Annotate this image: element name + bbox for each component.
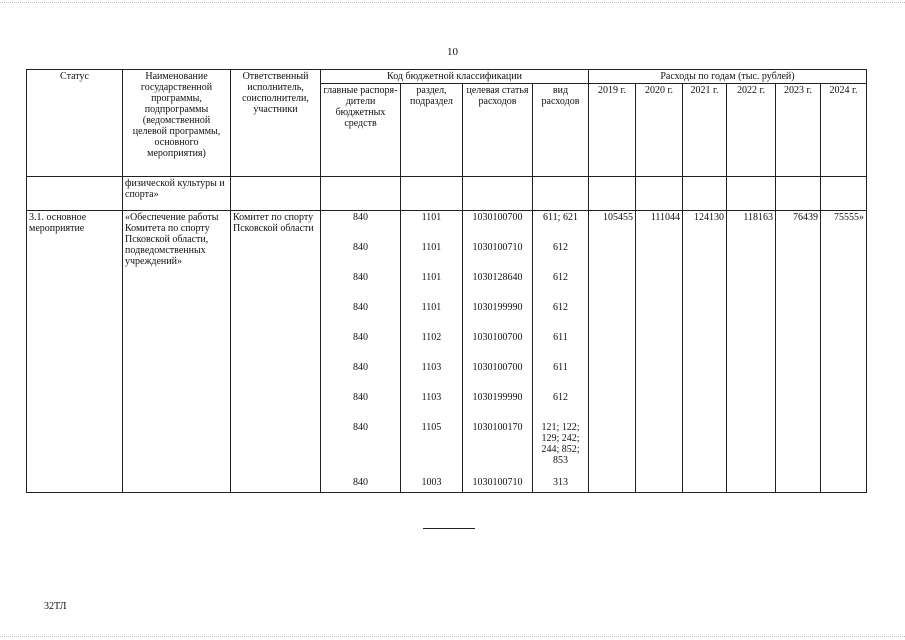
scan-artifact-bottom xyxy=(0,636,905,638)
budget-table xyxy=(26,69,867,493)
header-executor: Ответственный исполнитель, соисполнители, участники xyxy=(231,70,321,177)
header-year-2021: 2021 г. xyxy=(683,84,727,177)
amount-2024: 75555» xyxy=(821,211,867,493)
amount-2022: 118163 xyxy=(727,211,776,493)
footer-code: 32ТЛ xyxy=(44,601,67,612)
header-target: целевая статья расходов xyxy=(463,84,533,177)
grbs-cell: 840 xyxy=(353,392,368,403)
amount-2020: 111044 xyxy=(636,211,683,493)
kind-cell: 611 xyxy=(553,332,568,343)
header-year-2024: 2024 г. xyxy=(821,84,867,177)
main-row xyxy=(27,211,867,493)
header-expenses: Расходы по годам (тыс. рублей) xyxy=(589,70,867,84)
header-year-2022: 2022 г. xyxy=(727,84,776,177)
section-cell: 1105 xyxy=(421,422,442,433)
target-cell: 1030128640 xyxy=(472,272,523,283)
header-grbs: главные распоря-дители бюджетных средств xyxy=(321,84,401,177)
kind-cell: 611; 621 xyxy=(543,212,578,223)
kind-cell: 612 xyxy=(553,242,568,253)
header-year-2023: 2023 г. xyxy=(776,84,821,177)
kind-cell: 313 xyxy=(553,477,568,488)
grbs-cell: 840 xyxy=(353,422,368,433)
grbs-cell: 840 xyxy=(353,362,368,373)
section-cell: 1101 xyxy=(421,272,442,283)
page-number: 10 xyxy=(447,46,458,58)
section-cell: 1102 xyxy=(421,332,442,343)
kind-column xyxy=(533,211,589,493)
section-cell: 1003 xyxy=(421,477,442,488)
header-section: раздел, подраздел xyxy=(401,84,463,177)
target-cell: 1030100710 xyxy=(472,242,523,253)
target-cell: 1030100710 xyxy=(472,477,523,488)
continuation-name: физической культуры и спорта» xyxy=(123,177,231,211)
section-cell: 1103 xyxy=(421,392,442,403)
section-cell: 1101 xyxy=(421,302,442,313)
target-cell: 1030199990 xyxy=(472,302,523,313)
grbs-cell: 840 xyxy=(353,332,368,343)
header-year-2019: 2019 г. xyxy=(589,84,636,177)
header-kind: вид расходов xyxy=(533,84,589,177)
grbs-cell: 840 xyxy=(353,302,368,313)
continuation-status xyxy=(27,177,123,211)
grbs-cell: 840 xyxy=(353,272,368,283)
grbs-cell: 840 xyxy=(353,477,368,488)
grbs-cell: 840 xyxy=(353,212,368,223)
header-name: Наименование государственной программы, подпрограммы (ведомственной целевой программы, основного мероприятия) xyxy=(123,70,231,177)
target-cell: 1030100700 xyxy=(472,212,523,223)
kind-cell: 121; 122; 129; 242; 244; 852; 853 xyxy=(541,422,580,466)
footer-rule xyxy=(423,528,475,529)
header-budget-code: Код бюджетной классификации xyxy=(321,70,589,84)
section-column xyxy=(401,211,463,493)
kind-cell: 612 xyxy=(553,272,568,283)
target-cell: 1030100700 xyxy=(472,332,523,343)
kind-cell: 612 xyxy=(553,392,568,403)
scan-artifact-top xyxy=(0,2,905,4)
header-status: Статус xyxy=(27,70,123,177)
target-column xyxy=(463,211,533,493)
kind-cell: 611 xyxy=(553,362,568,373)
target-cell: 1030199990 xyxy=(472,392,523,403)
section-cell: 1103 xyxy=(421,362,442,373)
main-status: 3.1. основное мероприятие xyxy=(27,211,123,493)
kind-cell: 612 xyxy=(553,302,568,313)
main-executor: Комитет по спорту Псковской области xyxy=(231,211,321,493)
header-year-2020: 2020 г. xyxy=(636,84,683,177)
main-name: «Обеспечение работы Комитета по спорту Псковской области, подведомственных учреждений» xyxy=(123,211,231,493)
grbs-column xyxy=(321,211,401,493)
grbs-cell: 840 xyxy=(353,242,368,253)
amount-2019: 105455 xyxy=(589,211,636,493)
header-row-1 xyxy=(27,70,867,84)
target-cell: 1030100170 xyxy=(472,422,523,433)
target-cell: 1030100700 xyxy=(472,362,523,373)
section-cell: 1101 xyxy=(421,212,442,223)
section-cell: 1101 xyxy=(421,242,442,253)
amount-2023: 76439 xyxy=(776,211,821,493)
amount-2021: 124130 xyxy=(683,211,727,493)
continuation-row xyxy=(27,177,867,211)
